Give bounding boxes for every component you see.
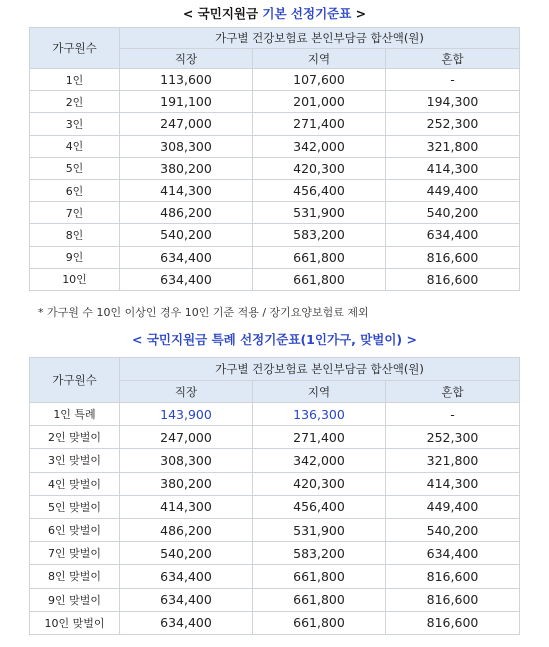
row-label: 9인: [30, 246, 120, 268]
special-criteria-body: [30, 403, 520, 635]
special-criteria-title: < 국민지원금 특례 선정기준표(1인가구, 맞벌이) >: [132, 332, 417, 347]
column-header-honhap: 혼합: [386, 49, 520, 69]
cell-honhap: 816,600: [386, 268, 520, 290]
cell-jikjang: 308,300: [120, 449, 253, 472]
row-label: 5인 맞벌이: [30, 495, 120, 518]
cell-jikjang: 247,000: [120, 426, 253, 449]
cell-jikjang: 634,400: [120, 588, 253, 611]
row-label: 10인: [30, 268, 120, 290]
table-row: [30, 69, 520, 91]
table-row: [30, 268, 520, 290]
table-row: [30, 91, 520, 113]
cell-jikjang: 380,200: [120, 472, 253, 495]
basic-criteria-table: [29, 27, 520, 291]
cell-jikjang: 380,200: [120, 157, 253, 179]
cell-jikjang: 634,400: [120, 246, 253, 268]
table-row: [30, 202, 520, 224]
table-row: [30, 495, 520, 518]
cell-jikjang: 308,300: [120, 135, 253, 157]
basic-criteria-body: [30, 69, 520, 291]
table-row: [30, 472, 520, 495]
row-label: 8인: [30, 224, 120, 246]
cell-jiyeok: 661,800: [253, 588, 386, 611]
cell-jiyeok: 342,000: [253, 449, 386, 472]
cell-jikjang: 143,900: [120, 403, 253, 426]
cell-jiyeok: 661,800: [253, 246, 386, 268]
cell-jiyeok: 136,300: [253, 403, 386, 426]
row-label: 3인 맞벌이: [30, 449, 120, 472]
table-row: [30, 426, 520, 449]
cell-jiyeok: 531,900: [253, 202, 386, 224]
basic-criteria-title-suffix: >: [351, 6, 367, 21]
table-row: [30, 224, 520, 246]
household-size-header: 가구원수: [30, 28, 120, 69]
cell-jiyeok: 583,200: [253, 224, 386, 246]
column-header-jiyeok: 지역: [253, 381, 386, 403]
cell-jikjang: 634,400: [120, 611, 253, 634]
cell-honhap: 321,800: [386, 135, 520, 157]
row-label: 9인 맞벌이: [30, 588, 120, 611]
cell-honhap: 816,600: [386, 565, 520, 588]
cell-honhap: 449,400: [386, 495, 520, 518]
row-label: 1인: [30, 69, 120, 91]
cell-jiyeok: 201,000: [253, 91, 386, 113]
cell-honhap: 449,400: [386, 179, 520, 201]
cell-honhap: 816,600: [386, 588, 520, 611]
cell-honhap: -: [386, 69, 520, 91]
cell-jikjang: 634,400: [120, 565, 253, 588]
cell-jikjang: 414,300: [120, 495, 253, 518]
premium-sum-header: 가구별 건강보험료 본인부담금 합산액(원): [120, 358, 520, 381]
cell-jikjang: 634,400: [120, 268, 253, 290]
cell-honhap: 414,300: [386, 157, 520, 179]
table-row: [30, 179, 520, 201]
cell-jikjang: 486,200: [120, 202, 253, 224]
cell-honhap: 540,200: [386, 518, 520, 541]
cell-honhap: 634,400: [386, 542, 520, 565]
special-criteria-table: [29, 357, 520, 635]
cell-jikjang: 191,100: [120, 91, 253, 113]
basic-criteria-title-highlight: 기본 선정기준표: [262, 6, 352, 21]
table-row: [30, 157, 520, 179]
cell-jiyeok: 271,400: [253, 113, 386, 135]
table-row: [30, 135, 520, 157]
cell-honhap: 816,600: [386, 611, 520, 634]
cell-jiyeok: 661,800: [253, 611, 386, 634]
row-label: 4인: [30, 135, 120, 157]
cell-honhap: 194,300: [386, 91, 520, 113]
row-label: 3인: [30, 113, 120, 135]
cell-honhap: 540,200: [386, 202, 520, 224]
table-row: [30, 403, 520, 426]
basic-criteria-title: [0, 4, 549, 22]
household-size-header: 가구원수: [30, 358, 120, 403]
cell-honhap: 634,400: [386, 224, 520, 246]
footnote: * 가구원 수 10인 이상인 경우 10인 기준 적용 / 장기요양보험료 제외: [38, 306, 369, 319]
table-row: [30, 588, 520, 611]
cell-jikjang: 486,200: [120, 518, 253, 541]
column-header-jikjang: 직장: [120, 381, 253, 403]
table-row: [30, 611, 520, 634]
row-label: 6인: [30, 179, 120, 201]
cell-honhap: 252,300: [386, 426, 520, 449]
row-label: 2인: [30, 91, 120, 113]
cell-jiyeok: 456,400: [253, 495, 386, 518]
cell-jiyeok: 420,300: [253, 472, 386, 495]
table-row: [30, 542, 520, 565]
cell-jiyeok: 531,900: [253, 518, 386, 541]
column-header-jikjang: 직장: [120, 49, 253, 69]
row-label: 8인 맞벌이: [30, 565, 120, 588]
cell-honhap: 321,800: [386, 449, 520, 472]
row-label: 7인: [30, 202, 120, 224]
cell-jiyeok: 271,400: [253, 426, 386, 449]
basic-criteria-title-prefix: < 국민지원금: [182, 6, 263, 21]
row-label: 4인 맞벌이: [30, 472, 120, 495]
cell-jiyeok: 107,600: [253, 69, 386, 91]
cell-jiyeok: 342,000: [253, 135, 386, 157]
cell-jiyeok: 661,800: [253, 268, 386, 290]
table-row: [30, 113, 520, 135]
premium-sum-header: 가구별 건강보험료 본인부담금 합산액(원): [120, 28, 520, 49]
row-label: 6인 맞벌이: [30, 518, 120, 541]
cell-jikjang: 414,300: [120, 179, 253, 201]
cell-honhap: 252,300: [386, 113, 520, 135]
cell-jikjang: 540,200: [120, 224, 253, 246]
cell-jiyeok: 420,300: [253, 157, 386, 179]
table-row: [30, 518, 520, 541]
row-label: 10인 맞벌이: [30, 611, 120, 634]
table-row: [30, 449, 520, 472]
cell-honhap: 816,600: [386, 246, 520, 268]
cell-honhap: -: [386, 403, 520, 426]
cell-jikjang: 113,600: [120, 69, 253, 91]
row-label: 2인 맞벌이: [30, 426, 120, 449]
column-header-jiyeok: 지역: [253, 49, 386, 69]
table-row: [30, 246, 520, 268]
column-header-honhap: 혼합: [386, 381, 520, 403]
cell-jiyeok: 661,800: [253, 565, 386, 588]
cell-honhap: 414,300: [386, 472, 520, 495]
row-label: 1인 특례: [30, 403, 120, 426]
row-label: 5인: [30, 157, 120, 179]
cell-jiyeok: 583,200: [253, 542, 386, 565]
table-row: [30, 565, 520, 588]
cell-jikjang: 247,000: [120, 113, 253, 135]
cell-jiyeok: 456,400: [253, 179, 386, 201]
cell-jikjang: 540,200: [120, 542, 253, 565]
row-label: 7인 맞벌이: [30, 542, 120, 565]
